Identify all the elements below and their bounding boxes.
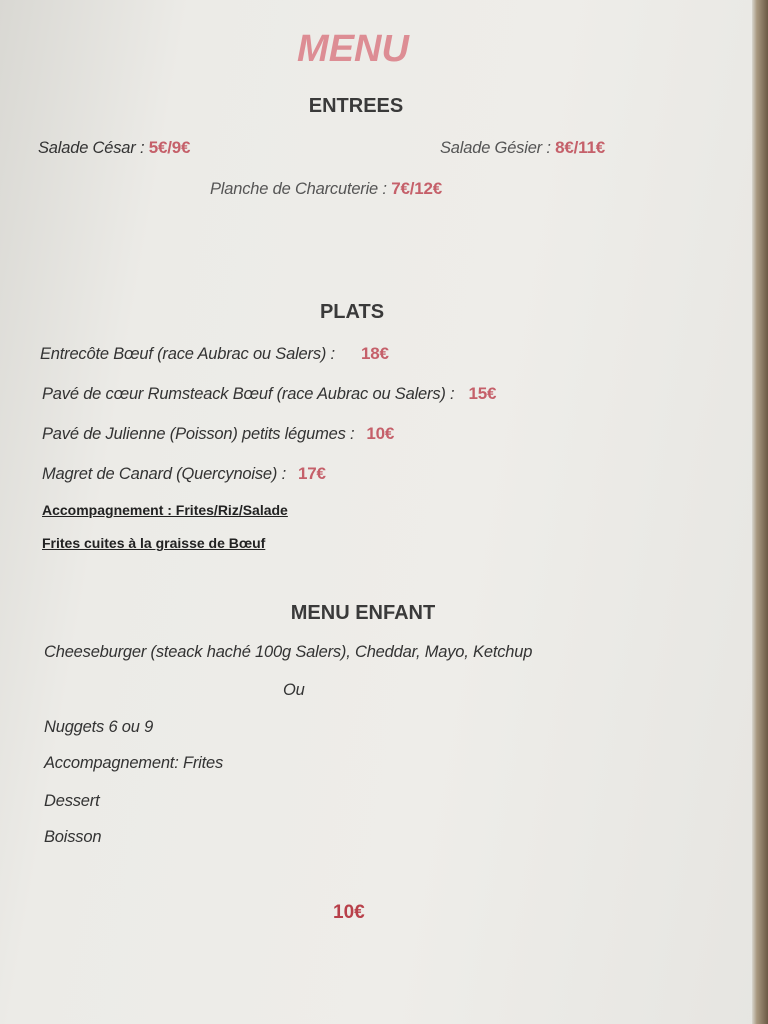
item-price: 5€/9€ [148,138,191,157]
fries-note: Frites cuites à la graisse de Bœuf [42,535,266,551]
plats-heading: PLATS [319,301,385,323]
item-price: 7€/12€ [391,179,442,198]
menu-item [38,139,190,157]
kids-menu-price: 10€ [333,902,365,923]
menu-title: MENU [297,28,409,70]
item-price: 8€/11€ [555,138,605,157]
item-name: Salade César : [38,139,149,157]
entrees-heading: ENTREES [308,95,404,117]
kids-line: Boisson [44,828,102,846]
item-name: Magret de Canard (Quercynoise) : [42,465,286,483]
menu-item [42,425,394,443]
menu-item [210,180,442,198]
menu-item [42,385,496,403]
accompaniment-note: Accompagnement : Frites/Riz/Salade [42,502,288,518]
item-price: 10€ [366,424,395,443]
menu-holder-edge [752,0,768,1024]
item-name: Entrecôte Bœuf (race Aubrac ou Salers) : [40,345,335,363]
item-price: 15€ [468,384,497,403]
kids-line: Dessert [44,792,100,810]
item-name: Pavé de Julienne (Poisson) petits légumes : [42,425,355,443]
item-name: Planche de Charcuterie : [210,180,392,198]
item-price: 18€ [360,344,389,363]
menu-enfant-heading: MENU ENFANT [290,602,436,624]
menu-item [440,139,605,157]
menu-item [42,465,326,483]
kids-line: Nuggets 6 ou 9 [44,718,154,736]
kids-line: Accompagnement: Frites [44,754,224,772]
menu-item [40,345,389,363]
item-price: 17€ [297,464,326,483]
item-name: Pavé de cœur Rumsteack Bœuf (race Aubrac ou Salers) : [42,385,455,403]
item-name: Salade Gésier : [440,139,556,157]
kids-line: Cheeseburger (steack haché 100g Salers), Cheddar, Mayo, Ketchup [44,643,533,661]
kids-line: Ou [283,681,305,699]
